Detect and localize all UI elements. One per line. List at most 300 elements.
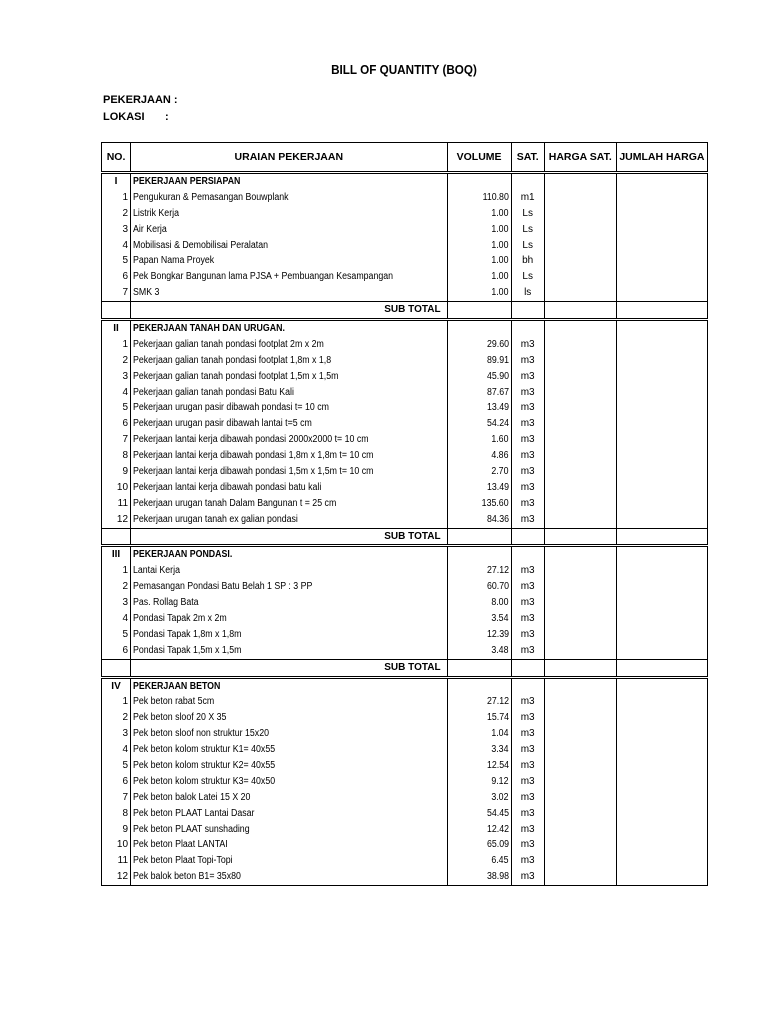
item-description	[131, 285, 448, 301]
item-jumlah-harga	[616, 385, 707, 401]
subtotal-sat	[511, 659, 544, 677]
item-number	[102, 432, 131, 448]
item-volume-text: 12.39	[486, 628, 509, 640]
subtotal-blank	[102, 302, 131, 320]
item-description-text: Pekerjaan galian tanah pondasi footplat 2m x 2m	[133, 338, 324, 350]
item-description-text: Pekerjaan lantai kerja dibawah pondasi 2000x2000 t= 10 cm	[133, 434, 369, 446]
item-number-text: 1	[122, 565, 129, 577]
item-jumlah-harga	[616, 480, 707, 496]
item-description-text: Pekerjaan urugan pasir dibawah pondasi t= 10 cm	[133, 402, 329, 414]
item-unit-text: m3	[520, 823, 535, 835]
item-volume-text: 2.70	[491, 465, 509, 477]
item-description	[131, 742, 448, 758]
subtotal-blank	[102, 528, 131, 546]
item-number	[102, 806, 131, 822]
item-description-text: Pek beton balok Latei 15 X 20	[133, 791, 251, 803]
item-description	[131, 774, 448, 790]
item-unit-text: m3	[520, 481, 535, 493]
subtotal-jumlah-harga	[616, 659, 707, 677]
subtotal-jumlah-harga	[616, 302, 707, 320]
section-title-text: PEKERJAAN PONDASI.	[133, 549, 233, 561]
item-harga-sat	[544, 695, 616, 711]
item-description-text: Pek beton rabat 5cm	[133, 696, 215, 708]
item-jumlah-harga	[616, 238, 707, 254]
item-description-text: Pondasi Tapak 1,8m x 1,8m	[133, 628, 242, 640]
item-unit	[511, 563, 544, 579]
item-description-text: Pekerjaan urugan tanah ex galian pondasi	[133, 513, 298, 525]
item-harga-sat	[544, 822, 616, 838]
item-harga-sat	[544, 496, 616, 512]
item-description	[131, 416, 448, 432]
item-volume-text: 1.60	[491, 434, 509, 446]
item-description	[131, 869, 448, 885]
item-volume	[447, 448, 511, 464]
section-header-row	[102, 546, 708, 563]
table-row	[102, 400, 708, 416]
item-jumlah-harga	[616, 432, 707, 448]
item-volume-text: 4.86	[491, 450, 509, 462]
item-volume-text: 110.80	[482, 191, 509, 203]
item-volume	[447, 838, 511, 854]
item-volume	[447, 806, 511, 822]
section-sat	[511, 320, 544, 337]
item-description-text: Lantai Kerja	[133, 565, 181, 577]
item-unit	[511, 611, 544, 627]
item-volume-text: 65.09	[486, 839, 509, 851]
item-volume-text: 1.00	[491, 239, 509, 251]
item-unit	[511, 464, 544, 480]
item-volume-text: 89.91	[486, 354, 509, 366]
section-number-text: I	[114, 175, 118, 187]
item-volume	[447, 853, 511, 869]
item-description	[131, 353, 448, 369]
item-jumlah-harga	[616, 774, 707, 790]
item-unit	[511, 595, 544, 611]
item-unit	[511, 206, 544, 222]
item-number	[102, 563, 131, 579]
lokasi-row	[103, 111, 169, 123]
section-header-row	[102, 677, 708, 694]
item-description	[131, 190, 448, 206]
item-harga-sat	[544, 512, 616, 528]
item-unit-text: m3	[520, 434, 535, 446]
table-row	[102, 222, 708, 238]
item-unit	[511, 627, 544, 643]
table-row	[102, 726, 708, 742]
item-volume-text: 12.54	[486, 760, 509, 771]
item-unit-text: m3	[520, 581, 535, 593]
item-jumlah-harga	[616, 595, 707, 611]
section-jumlah-harga	[616, 677, 707, 694]
header-no: NO.	[102, 143, 131, 173]
item-volume-text: 87.67	[486, 386, 509, 398]
item-unit-text: m3	[520, 497, 535, 509]
item-description	[131, 253, 448, 269]
item-volume	[447, 627, 511, 643]
item-unit-text: m3	[520, 871, 535, 883]
item-unit-text: m3	[520, 612, 535, 624]
item-harga-sat	[544, 838, 616, 854]
item-description-text: Pemasangan Pondasi Batu Belah 1 SP : 3 PP	[133, 581, 313, 593]
item-number	[102, 726, 131, 742]
item-description-text: Pek Bongkar Bangunan lama PJSA + Pembuangan Kesampangan	[133, 271, 394, 283]
table-row	[102, 579, 708, 595]
table-row	[102, 464, 708, 480]
item-unit-text: m3	[520, 565, 535, 577]
item-number-text: 4	[122, 612, 129, 624]
item-jumlah-harga	[616, 464, 707, 480]
table-row	[102, 269, 708, 285]
item-number-text: 2	[122, 207, 129, 219]
item-description	[131, 432, 448, 448]
item-jumlah-harga	[616, 563, 707, 579]
item-description-text: Listrik Kerja	[133, 207, 180, 219]
item-harga-sat	[544, 353, 616, 369]
item-volume-text: 1.00	[491, 271, 509, 283]
section-number-text: III	[111, 549, 121, 561]
item-jumlah-harga	[616, 643, 707, 659]
header-volume: VOLUME	[447, 143, 511, 173]
item-volume-text: 13.49	[486, 402, 509, 414]
item-number	[102, 464, 131, 480]
item-unit	[511, 695, 544, 711]
item-jumlah-harga	[616, 627, 707, 643]
item-description-text: Pekerjaan urugan pasir dibawah lantai t=5 cm	[133, 418, 312, 430]
table-row	[102, 695, 708, 711]
item-number-text: 8	[122, 450, 129, 462]
subtotal-harga-sat	[544, 528, 616, 546]
item-number-text: 7	[122, 287, 129, 299]
item-volume-text: 45.90	[486, 370, 509, 382]
item-unit	[511, 400, 544, 416]
table-row	[102, 369, 708, 385]
item-unit-text: bh	[522, 255, 534, 267]
subtotal-label	[131, 659, 448, 677]
item-number-text: 3	[122, 370, 129, 382]
item-description-text: Pek beton PLAAT Lantai Dasar	[133, 807, 255, 819]
item-number	[102, 611, 131, 627]
table-row	[102, 238, 708, 254]
section-sat	[511, 546, 544, 563]
item-volume	[447, 643, 511, 659]
item-jumlah-harga	[616, 448, 707, 464]
subtotal-sat	[511, 528, 544, 546]
item-volume	[447, 480, 511, 496]
item-volume	[447, 238, 511, 254]
item-unit	[511, 806, 544, 822]
section-title	[131, 677, 448, 694]
item-volume	[447, 269, 511, 285]
item-volume-text: 38.98	[486, 871, 509, 883]
subtotal-label-text: SUB TOTAL	[384, 661, 441, 673]
item-volume-text: 1.00	[491, 207, 509, 219]
item-volume	[447, 611, 511, 627]
item-number-text: 12	[116, 513, 129, 525]
section-volume	[447, 320, 511, 337]
item-number	[102, 643, 131, 659]
subtotal-jumlah-harga	[616, 528, 707, 546]
item-unit-text: m3	[520, 855, 535, 867]
item-number-text: 9	[122, 465, 129, 477]
item-harga-sat	[544, 448, 616, 464]
item-unit	[511, 190, 544, 206]
item-number-text: 6	[122, 418, 129, 430]
item-unit	[511, 253, 544, 269]
section-harga-sat	[544, 173, 616, 190]
item-number-text: 7	[122, 791, 129, 803]
item-volume	[447, 432, 511, 448]
item-description	[131, 611, 448, 627]
item-unit	[511, 353, 544, 369]
table-row	[102, 643, 708, 659]
table-row	[102, 480, 708, 496]
item-description	[131, 822, 448, 838]
section-title	[131, 546, 448, 563]
item-description-text: Pondasi Tapak 2m x 2m	[133, 612, 227, 624]
item-jumlah-harga	[616, 806, 707, 822]
item-jumlah-harga	[616, 758, 707, 774]
item-harga-sat	[544, 222, 616, 238]
item-harga-sat	[544, 758, 616, 774]
item-volume	[447, 496, 511, 512]
item-volume-text: 12.42	[486, 823, 509, 835]
section-sat	[511, 173, 544, 190]
item-number-text: 3	[122, 597, 129, 609]
item-volume	[447, 190, 511, 206]
subtotal-volume	[447, 528, 511, 546]
item-number	[102, 448, 131, 464]
item-unit-text: m3	[520, 418, 535, 430]
boq-body	[102, 173, 708, 886]
table-row	[102, 853, 708, 869]
item-unit	[511, 579, 544, 595]
item-volume	[447, 869, 511, 885]
item-number-text: 6	[122, 775, 129, 787]
item-volume	[447, 206, 511, 222]
subtotal-volume	[447, 302, 511, 320]
item-jumlah-harga	[616, 512, 707, 528]
item-description	[131, 369, 448, 385]
item-volume	[447, 742, 511, 758]
item-unit	[511, 416, 544, 432]
item-description-text: Papan Nama Proyek	[133, 255, 215, 267]
section-header-row	[102, 173, 708, 190]
item-description	[131, 853, 448, 869]
item-jumlah-harga	[616, 416, 707, 432]
item-volume-text: 3.54	[491, 612, 509, 624]
subtotal-volume	[447, 659, 511, 677]
item-harga-sat	[544, 579, 616, 595]
item-jumlah-harga	[616, 838, 707, 854]
item-description	[131, 385, 448, 401]
section-title	[131, 320, 448, 337]
item-description	[131, 269, 448, 285]
item-description	[131, 806, 448, 822]
item-description	[131, 758, 448, 774]
item-harga-sat	[544, 611, 616, 627]
section-jumlah-harga	[616, 320, 707, 337]
item-volume	[447, 512, 511, 528]
table-row	[102, 627, 708, 643]
item-number	[102, 400, 131, 416]
item-description	[131, 579, 448, 595]
table-row	[102, 337, 708, 353]
item-description	[131, 464, 448, 480]
item-number-text: 5	[122, 255, 129, 267]
pekerjaan-label: PEKERJAAN :	[103, 94, 178, 106]
item-description	[131, 480, 448, 496]
item-number-text: 6	[122, 644, 129, 656]
item-number-text: 2	[122, 354, 129, 366]
item-jumlah-harga	[616, 822, 707, 838]
item-unit	[511, 790, 544, 806]
item-number	[102, 190, 131, 206]
item-harga-sat	[544, 432, 616, 448]
item-unit	[511, 448, 544, 464]
subtotal-label	[131, 302, 448, 320]
item-unit-text: m1	[520, 191, 535, 203]
section-header-row	[102, 320, 708, 337]
item-unit-text: m3	[520, 744, 535, 756]
item-unit-text: ls	[524, 287, 532, 299]
table-row	[102, 353, 708, 369]
table-row	[102, 432, 708, 448]
subtotal-sat	[511, 302, 544, 320]
item-volume-text: 27.12	[486, 696, 509, 708]
item-number-text: 8	[122, 807, 129, 819]
item-unit	[511, 726, 544, 742]
item-number-text: 5	[122, 402, 129, 414]
item-harga-sat	[544, 774, 616, 790]
item-unit	[511, 774, 544, 790]
section-volume	[447, 173, 511, 190]
item-jumlah-harga	[616, 579, 707, 595]
item-unit	[511, 643, 544, 659]
item-jumlah-harga	[616, 695, 707, 711]
subtotal-blank	[102, 659, 131, 677]
subtotal-label-text: SUB TOTAL	[384, 304, 441, 316]
item-unit-text: m3	[520, 807, 535, 819]
item-unit	[511, 512, 544, 528]
item-number	[102, 695, 131, 711]
table-row	[102, 742, 708, 758]
item-volume-text: 1.04	[491, 728, 509, 740]
subtotal-row	[102, 528, 708, 546]
item-unit-text: m3	[520, 386, 535, 398]
item-jumlah-harga	[616, 710, 707, 726]
header-jumlah-harga: JUMLAH HARGA	[616, 143, 707, 173]
item-jumlah-harga	[616, 353, 707, 369]
item-description-text: Pek balok beton B1= 35x80	[133, 871, 241, 883]
item-description-text: Pek beton sloof non struktur 15x20	[133, 728, 270, 740]
table-row	[102, 838, 708, 854]
item-harga-sat	[544, 337, 616, 353]
item-unit-text: Ls	[522, 223, 533, 235]
item-volume-text: 3.48	[491, 644, 509, 656]
item-number	[102, 774, 131, 790]
item-unit-text: m3	[520, 760, 535, 771]
table-row	[102, 385, 708, 401]
item-unit-text: m3	[520, 450, 535, 462]
item-description	[131, 790, 448, 806]
header-harga-sat: HARGA SAT.	[544, 143, 616, 173]
item-unit-text: m3	[520, 513, 535, 525]
item-description-text: Pondasi Tapak 1,5m x 1,5m	[133, 644, 242, 656]
item-number	[102, 627, 131, 643]
item-description-text: Pek beton kolom struktur K2= 40x55	[133, 760, 276, 771]
item-harga-sat	[544, 190, 616, 206]
item-number-text: 4	[122, 744, 129, 756]
item-jumlah-harga	[616, 400, 707, 416]
item-harga-sat	[544, 369, 616, 385]
item-number-text: 5	[122, 760, 129, 771]
item-number	[102, 353, 131, 369]
table-row	[102, 774, 708, 790]
item-unit	[511, 285, 544, 301]
item-volume-text: 9.12	[491, 775, 509, 787]
item-volume	[447, 285, 511, 301]
item-volume-text: 135.60	[481, 497, 509, 509]
item-volume	[447, 822, 511, 838]
item-number-text: 6	[122, 271, 129, 283]
item-description-text: Pengukuran & Pemasangan Bouwplank	[133, 191, 289, 203]
item-number	[102, 496, 131, 512]
section-number-text: II	[113, 322, 119, 334]
item-number-text: 3	[122, 728, 129, 740]
item-volume-text: 29.60	[486, 338, 509, 350]
table-row	[102, 512, 708, 528]
item-unit	[511, 385, 544, 401]
item-number-text: 7	[122, 434, 129, 446]
subtotal-label-text: SUB TOTAL	[384, 530, 441, 542]
item-unit	[511, 822, 544, 838]
item-unit-text: Ls	[522, 207, 533, 219]
item-description-text: Pek beton sloof 20 X 35	[133, 712, 227, 724]
header-uraian: URAIAN PEKERJAAN	[131, 143, 448, 173]
item-volume	[447, 353, 511, 369]
item-number-text: 1	[122, 696, 129, 708]
table-row	[102, 448, 708, 464]
item-number	[102, 579, 131, 595]
item-volume	[447, 337, 511, 353]
item-description	[131, 627, 448, 643]
item-jumlah-harga	[616, 869, 707, 885]
item-unit-text: Ls	[522, 271, 533, 283]
item-jumlah-harga	[616, 496, 707, 512]
item-number	[102, 742, 131, 758]
table-row	[102, 496, 708, 512]
item-unit-text: m3	[520, 775, 535, 787]
item-number	[102, 269, 131, 285]
item-jumlah-harga	[616, 222, 707, 238]
item-harga-sat	[544, 806, 616, 822]
item-volume-text: 60.70	[486, 581, 509, 593]
table-row	[102, 253, 708, 269]
item-description	[131, 710, 448, 726]
item-description-text: Pek beton PLAAT sunshading	[133, 823, 250, 835]
item-description	[131, 695, 448, 711]
section-harga-sat	[544, 546, 616, 563]
section-volume	[447, 677, 511, 694]
item-number-text: 12	[116, 871, 129, 883]
item-unit-text: m3	[520, 712, 535, 724]
item-unit	[511, 369, 544, 385]
item-number	[102, 512, 131, 528]
item-harga-sat	[544, 869, 616, 885]
item-volume-text: 15.74	[486, 712, 509, 724]
table-row	[102, 790, 708, 806]
subtotal-row	[102, 302, 708, 320]
